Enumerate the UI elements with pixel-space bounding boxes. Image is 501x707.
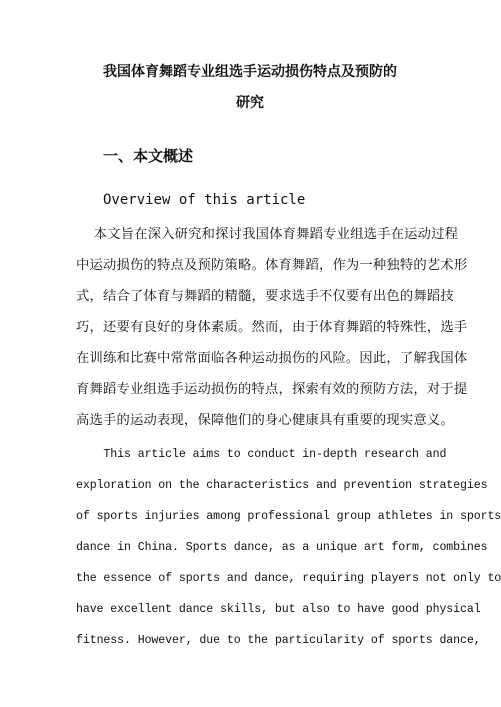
english-paragraph-line: exploration on the characteristics and prevention strategies <box>76 479 488 492</box>
document-title-line-2: 研究 <box>236 95 264 111</box>
section-heading-english: Overview of this article <box>103 192 306 208</box>
english-paragraph-line: of sports injuries among professional group athletes in sports <box>76 510 501 523</box>
document-title-line-1: 我国体育舞蹈专业组选手运动损伤特点及预防的 <box>103 64 397 80</box>
chinese-paragraph-line: 高选手的运动表现，保障他们的身心健康具有重要的现实意义。 <box>76 413 454 428</box>
english-paragraph-line: fitness. However, due to the particularity of sports dance, <box>76 634 481 647</box>
english-paragraph-line: have excellent dance skills, but also to have good physical <box>76 603 481 616</box>
chinese-paragraph-line: 在训练和比赛中常常面临各种运动损伤的风险。因此，了解我国体 <box>76 351 468 366</box>
chinese-paragraph-line: 巧，还要有良好的身体素质。然而，由于体育舞蹈的特殊性，选手 <box>76 320 468 335</box>
chinese-paragraph-line: 式，结合了体育与舞蹈的精髓，要求选手不仅要有出色的舞蹈技 <box>76 289 454 304</box>
english-paragraph-line: dance in China. Sports dance, as a unique art form, combines <box>76 541 488 554</box>
chinese-paragraph-line: 本文旨在深入研究和探讨我国体育舞蹈专业组选手在运动过程 <box>76 227 459 242</box>
chinese-paragraph-line: 中运动损伤的特点及预防策略。体育舞蹈，作为一种独特的艺术形 <box>76 258 468 273</box>
english-paragraph-line: This article aims to conduct in-depth research and <box>76 448 447 461</box>
chinese-paragraph-line: 育舞蹈专业组选手运动损伤的特点，探索有效的预防方法，对于提 <box>76 382 468 397</box>
english-paragraph-line: the essence of sports and dance, requiring players not only to <box>76 572 501 585</box>
section-heading-chinese: 一、本文概述 <box>103 147 194 165</box>
